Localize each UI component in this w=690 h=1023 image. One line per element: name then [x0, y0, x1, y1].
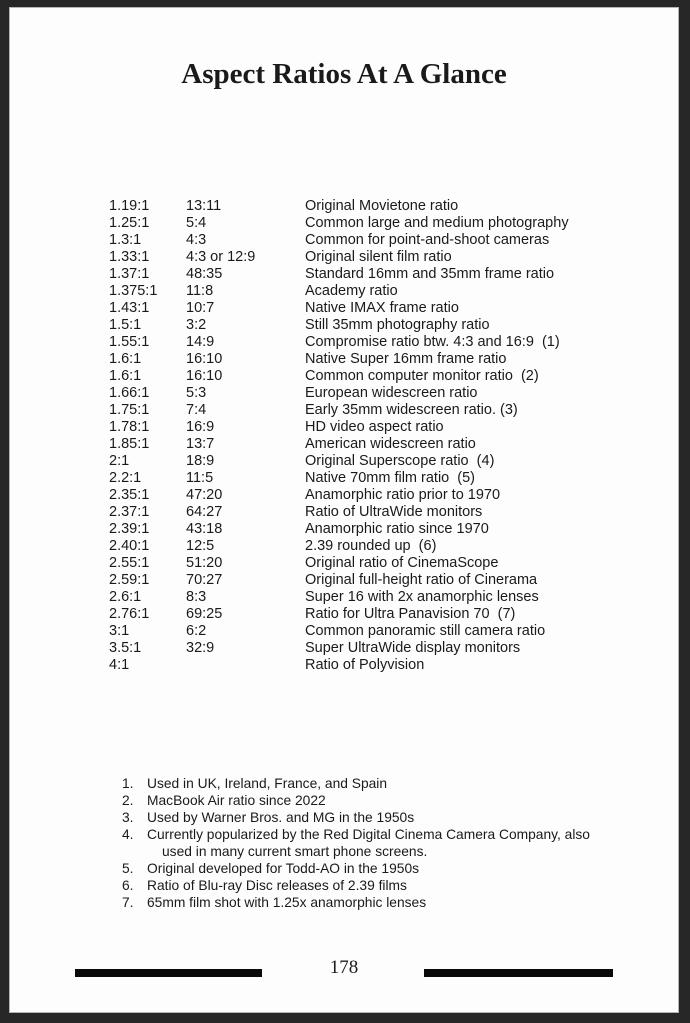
ratio-fraction-cell: 4:3 — [186, 232, 207, 248]
ratio-decimal-cell: 2.55:1 — [109, 555, 150, 571]
table-row — [109, 351, 569, 368]
ratio-table — [109, 198, 569, 674]
footnote-item — [122, 826, 590, 860]
ratio-decimal-cell: 1.78:1 — [109, 419, 150, 435]
ratio-decimal-cell: 1.33:1 — [109, 249, 150, 265]
ratio-fraction-cell: 32:9 — [186, 640, 215, 656]
ratio-fraction-cell: 8:3 — [186, 589, 207, 605]
ratio-fraction-cell: 16:9 — [186, 419, 215, 435]
table-row — [109, 385, 569, 402]
ratio-fraction-cell — [186, 657, 305, 674]
ratio-fraction-cell: 7:4 — [186, 402, 207, 418]
ratio-description-cell: Anamorphic ratio since 1970 — [305, 521, 489, 537]
ratio-decimal-cell: 2:1 — [109, 453, 130, 469]
footnote-line: MacBook Air ratio since 2022 — [147, 793, 326, 808]
ratio-description-cell: American widescreen ratio — [305, 436, 476, 452]
ratio-fraction-cell: 14:9 — [186, 334, 215, 350]
ratio-description-cell: Original ratio of CinemaScope — [305, 555, 499, 571]
footnote-number: 4. — [122, 827, 134, 842]
ratio-decimal-cell: 1.375:1 — [109, 283, 158, 299]
table-row — [109, 215, 569, 232]
ratio-description-cell: 2.39 rounded up (6) — [305, 538, 437, 554]
table-row — [109, 368, 569, 385]
ratio-decimal-cell: 4:1 — [109, 657, 130, 673]
table-row — [109, 521, 569, 538]
table-row — [109, 572, 569, 589]
footnote-item — [122, 877, 590, 894]
ratio-description-cell: Still 35mm photography ratio — [305, 317, 490, 333]
ratio-fraction-cell: 11:5 — [186, 470, 214, 486]
ratio-description-cell: Academy ratio — [305, 283, 398, 299]
ratio-fraction-cell: 5:3 — [186, 385, 207, 401]
ratio-description-cell: Super UltraWide display monitors — [305, 640, 521, 656]
footnote-number: 5. — [122, 861, 134, 876]
ratio-decimal-cell: 2.59:1 — [109, 572, 150, 588]
footnote-line: 65mm film shot with 1.25x anamorphic lenses — [147, 895, 427, 910]
ratio-fraction-cell: 69:25 — [186, 606, 223, 622]
footnote-item — [122, 860, 590, 877]
table-row — [109, 249, 569, 266]
ratio-decimal-cell: 1.6:1 — [109, 368, 142, 384]
footnote-line: Used by Warner Bros. and MG in the 1950s — [147, 810, 415, 825]
ratio-fraction-cell: 70:27 — [186, 572, 223, 588]
ratio-description-cell: Compromise ratio btw. 4:3 and 16:9 (1) — [305, 334, 560, 350]
table-row — [109, 555, 569, 572]
table-row — [109, 657, 569, 674]
table-row — [109, 538, 569, 555]
footnote-number: 6. — [122, 878, 134, 893]
table-row — [109, 317, 569, 334]
ratio-description-cell: Early 35mm widescreen ratio. (3) — [305, 402, 518, 418]
footnote-item — [122, 809, 590, 826]
ratio-description-cell: Ratio of UltraWide monitors — [305, 504, 483, 520]
ratio-description-cell: Common for point-and-shoot cameras — [305, 232, 550, 248]
ratio-decimal-cell: 2.37:1 — [109, 504, 150, 520]
ratio-fraction-cell: 64:27 — [186, 504, 223, 520]
table-row — [109, 470, 569, 487]
ratio-decimal-cell: 2.35:1 — [109, 487, 150, 503]
document-page — [10, 8, 678, 1012]
ratio-description-cell: Native 70mm film ratio (5) — [305, 470, 476, 486]
ratio-decimal-cell: 3:1 — [109, 623, 130, 639]
ratio-description-cell: Common panoramic still camera ratio — [305, 623, 546, 639]
ratio-description-cell: Original full-height ratio of Cinerama — [305, 572, 538, 588]
table-row — [109, 266, 569, 283]
page-title: Aspect Ratios At A Glance — [181, 58, 507, 90]
footnote-number: 1. — [122, 776, 134, 791]
footnote-item — [122, 894, 590, 911]
table-row — [109, 198, 569, 215]
ratio-fraction-cell: 18:9 — [186, 453, 215, 469]
ratio-fraction-cell: 4:3 or 12:9 — [186, 249, 256, 265]
footnote-number: 7. — [122, 895, 134, 910]
ratio-decimal-cell: 2.39:1 — [109, 521, 150, 537]
ratio-description-cell: Original Movietone ratio — [305, 198, 459, 214]
ratio-decimal-cell: 2.2:1 — [109, 470, 142, 486]
ratio-description-cell: Standard 16mm and 35mm frame ratio — [305, 266, 555, 282]
page-number: 178 — [329, 957, 359, 978]
footnote-text — [147, 894, 426, 911]
footnote-text — [147, 792, 326, 809]
ratio-fraction-cell: 13:11 — [186, 198, 222, 214]
footnote-text — [147, 860, 419, 877]
footnote-line: Ratio of Blu-ray Disc releases of 2.39 films — [147, 878, 407, 893]
ratio-fraction-cell: 16:10 — [186, 368, 223, 384]
table-row — [109, 419, 569, 436]
ratio-decimal-cell: 1.75:1 — [109, 402, 150, 418]
table-row — [109, 402, 569, 419]
ratio-fraction-cell: 51:20 — [186, 555, 223, 571]
footer-right-bar — [424, 969, 613, 977]
footnotes-list — [122, 775, 590, 911]
ratio-fraction-cell: 11:8 — [186, 283, 214, 299]
footnote-line: Currently popularized by the Red Digital Cinema Camera Company, also — [147, 827, 590, 842]
ratio-fraction-cell: 10:7 — [186, 300, 215, 316]
ratio-fraction-cell: 43:18 — [186, 521, 223, 537]
ratio-decimal-cell: 1.6:1 — [109, 351, 142, 367]
footnote-item — [122, 775, 590, 792]
ratio-fraction-cell: 16:10 — [186, 351, 223, 367]
ratio-decimal-cell: 1.5:1 — [109, 317, 142, 333]
footnote-line: used in many current smart phone screens. — [162, 844, 428, 859]
table-row — [109, 640, 569, 657]
ratio-decimal-cell: 3.5:1 — [109, 640, 142, 656]
ratio-fraction-cell: 3:2 — [186, 317, 207, 333]
ratio-decimal-cell: 2.76:1 — [109, 606, 150, 622]
footnote-text — [147, 877, 407, 894]
table-row — [109, 283, 569, 300]
ratio-fraction-cell: 13:7 — [186, 436, 215, 452]
table-row — [109, 623, 569, 640]
table-row — [109, 589, 569, 606]
ratio-decimal-cell: 2.40:1 — [109, 538, 150, 554]
ratio-description-cell: Common large and medium photography — [305, 215, 569, 231]
footnote-text — [147, 826, 590, 860]
ratio-fraction-cell: 12:5 — [186, 538, 215, 554]
ratio-description-cell: European widescreen ratio — [305, 385, 478, 401]
ratio-fraction-cell: 6:2 — [186, 623, 207, 639]
ratio-description-cell: Super 16 with 2x anamorphic lenses — [305, 589, 539, 605]
footnote-number: 3. — [122, 810, 134, 825]
ratio-description-cell: Original silent film ratio — [305, 249, 452, 265]
ratio-fraction-cell: 48:35 — [186, 266, 223, 282]
table-row — [109, 487, 569, 504]
ratio-fraction-cell: 5:4 — [186, 215, 207, 231]
footnote-text — [147, 809, 414, 826]
table-row — [109, 436, 569, 453]
table-row — [109, 334, 569, 351]
table-row — [109, 232, 569, 249]
ratio-decimal-cell: 1.85:1 — [109, 436, 150, 452]
table-row — [109, 606, 569, 623]
footnote-text — [147, 775, 387, 792]
ratio-description-cell: Ratio of Polyvision — [305, 657, 425, 673]
ratio-decimal-cell: 1.25:1 — [109, 215, 150, 231]
ratio-description-cell: Common computer monitor ratio (2) — [305, 368, 539, 384]
table-row — [109, 504, 569, 521]
ratio-description-cell: Native IMAX frame ratio — [305, 300, 459, 316]
ratio-decimal-cell: 1.66:1 — [109, 385, 150, 401]
ratio-description-cell: Ratio for Ultra Panavision 70 (7) — [305, 606, 516, 622]
footnote-number: 2. — [122, 793, 134, 808]
footnote-line: Used in UK, Ireland, France, and Spain — [147, 776, 388, 791]
footnote-line: Original developed for Todd-AO in the 1950s — [147, 861, 420, 876]
ratio-decimal-cell: 1.3:1 — [109, 232, 142, 248]
ratio-description-cell: Anamorphic ratio prior to 1970 — [305, 487, 501, 503]
ratio-fraction-cell: 47:20 — [186, 487, 223, 503]
ratio-decimal-cell: 1.37:1 — [109, 266, 150, 282]
footnote-item — [122, 792, 590, 809]
ratio-decimal-cell: 1.55:1 — [109, 334, 150, 350]
ratio-decimal-cell: 1.19:1 — [109, 198, 150, 214]
ratio-decimal-cell: 2.6:1 — [109, 589, 142, 605]
table-row — [109, 300, 569, 317]
table-row — [109, 453, 569, 470]
ratio-decimal-cell: 1.43:1 — [109, 300, 150, 316]
ratio-description-cell: Native Super 16mm frame ratio — [305, 351, 507, 367]
ratio-description-cell: Original Superscope ratio (4) — [305, 453, 495, 469]
ratio-description-cell: HD video aspect ratio — [305, 419, 444, 435]
